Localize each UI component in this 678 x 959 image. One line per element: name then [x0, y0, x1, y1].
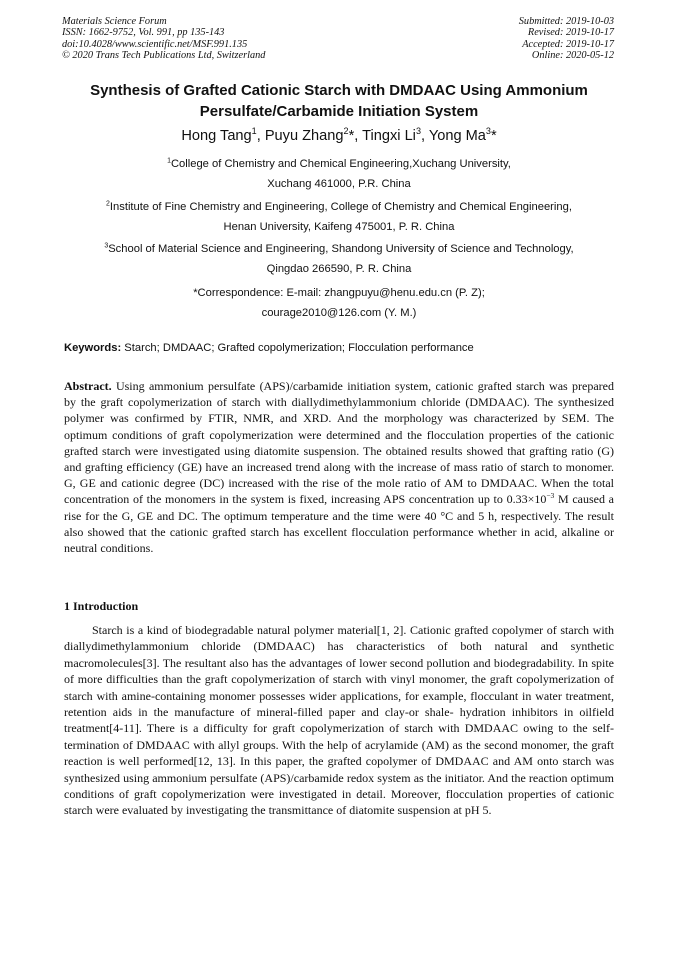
author-separator: ,	[420, 128, 429, 144]
abstract	[64, 378, 614, 556]
affiliation-3	[40, 239, 638, 279]
keywords	[64, 340, 474, 356]
doi: doi:10.4028/www.scientific.net/MSF.991.135	[62, 38, 248, 50]
author-name: Puyu Zhang	[264, 128, 344, 144]
accepted-date: Accepted: 2019-10-17	[522, 38, 614, 50]
keywords-label: Keywords:	[64, 342, 122, 354]
abstract-exponent: −3	[546, 491, 555, 501]
author-separator: ,	[256, 128, 265, 144]
correspondence	[40, 283, 638, 323]
author-affil-mark: 2	[343, 126, 349, 137]
affiliation-mark: 3	[104, 242, 109, 250]
author-list	[40, 126, 638, 146]
submitted-date: Submitted: 2019-10-03	[518, 16, 614, 27]
introduction-paragraph: Starch is a kind of biodegradable natural polymer material[1, 2]. Cationic grafted copolymer of starch with diallydimethylammonium chloride (DMDAAC) has characteristics of both natural and synthetic macromolecules[3]. The resultant also has the advantages of lower second pollution and biodegradability. In spite of more difficulties than the graft copolymerization of starch with vinyl monomer, the graft copolymerization of starch with amine-containing monomer possesses wider applications, for example, flocculant in water treatment, retention aids in the manufacture of mineral-filled paper and clay-or shale- hydration inhibitors in oilfield treatment[4-11]. There is a difficulty for graft copolymerization of starch with DMDAAC owing to the self-termination of DMDAAC with allyl groups. With the help of acrylamide (AM) as the second monomer, the graft reaction is well performed[12, 13]. In this paper, the grafted copolymer of DMDAAC and AM onto starch was synthesized using ammonium persulfate (APS)/carbamide redox system as the initiator. And the reaction optimum conditions of graft copolymerization were investigated in detail. Moreover, flocculation properties of cationic starch were evaluated by investigating the transmittance of diatomite suspension at pH 5.	[64, 623, 614, 818]
abstract-text: Using ammonium persulfate (APS)/carbamide initiation system, cationic grafted starch was prepared by the graft copolymerization of starch with diallydimethylammonium chloride (DMDAAC). The synthesized polymer was confirmed by FTIR, NMR, and XRD. And the morphology was characterized by SEM. The optimum conditions of graft copolymerization were determined and the flocculation properties of the cationic grafted starch were investigated using diatomite suspension. The obtained results showed that grafting ratio (G) and grafting efficiency (GE) have an increased trend along with the increase of mass ratio of starch to monomer. G, GE and cationic degree (DC) increased with the rise of the mole ratio of AM to DMDAAC. When the total concentration of the monomers in the system is fixed, increasing APS concentration up to 0.33×10	[64, 379, 614, 507]
online-date: Online: 2020-05-12	[531, 50, 614, 62]
issn-volume: ISSN: 1662-9752, Vol. 991, pp 135-143	[62, 27, 225, 39]
journal-name: Materials Science Forum	[62, 16, 167, 27]
affiliation-2	[40, 197, 638, 237]
abstract-label: Abstract.	[64, 379, 112, 393]
affiliation-line: Henan University, Kaifeng 475001, P. R. China	[223, 221, 455, 233]
corresponding-mark: *	[490, 128, 497, 144]
dates-info	[519, 16, 614, 62]
author-separator: ,	[354, 128, 363, 144]
author-affil-mark: 1	[251, 126, 257, 137]
abstract-text: M caused a rise for the G, GE and DC. The optimum temperature and the time were 40 °C and 5 h, respectively. The result also showed that the cationic grafted starch has excellent flocculation performance whether in acid, alkaline or neutral conditions.	[64, 492, 614, 556]
affiliation-1	[40, 154, 638, 194]
author-name: Tingxi Li	[362, 128, 416, 144]
affiliation-line: College of Chemistry and Chemical Engineering,Xuchang University,	[170, 158, 511, 170]
journal-info	[62, 16, 265, 62]
title-line-2: Persulfate/Carbamide Initiation System	[199, 103, 479, 120]
author-name: Hong Tang	[181, 128, 252, 144]
paper-title	[40, 80, 638, 122]
revised-date: Revised: 2019-10-17	[527, 27, 614, 39]
affiliation-mark: 2	[106, 200, 110, 208]
affiliation-line: Xuchang 461000, P.R. China	[267, 178, 411, 190]
author-affil-mark: 3	[485, 126, 491, 137]
affiliation-mark: 1	[167, 157, 171, 165]
title-line-1: Synthesis of Grafted Cationic Starch with DMDAAC Using Ammonium	[90, 82, 588, 99]
section-heading-introduction: 1 Introduction	[64, 599, 139, 613]
keywords-text: Starch; DMDAAC; Grafted copolymerization; Flocculation performance	[121, 342, 474, 354]
author-name: Yong Ma	[428, 128, 486, 144]
affiliation-line: Institute of Fine Chemistry and Engineering, College of Chemistry and Chemical Engineering,	[109, 201, 572, 213]
affiliation-line: School of Material Science and Engineering, Shandong University of Science and Technology,	[108, 243, 574, 255]
copyright: © 2020 Trans Tech Publications Ltd, Switzerland	[62, 50, 266, 62]
author-affil-mark: 3	[415, 126, 421, 137]
correspondence-line: *Correspondence: E-mail: zhangpuyu@henu.edu.cn (P. Z);	[193, 287, 485, 299]
affiliation-line: Qingdao 266590, P. R. China	[266, 263, 412, 275]
corresponding-mark: *	[348, 128, 355, 144]
correspondence-line: courage2010@126.com (Y. M.)	[261, 307, 417, 319]
